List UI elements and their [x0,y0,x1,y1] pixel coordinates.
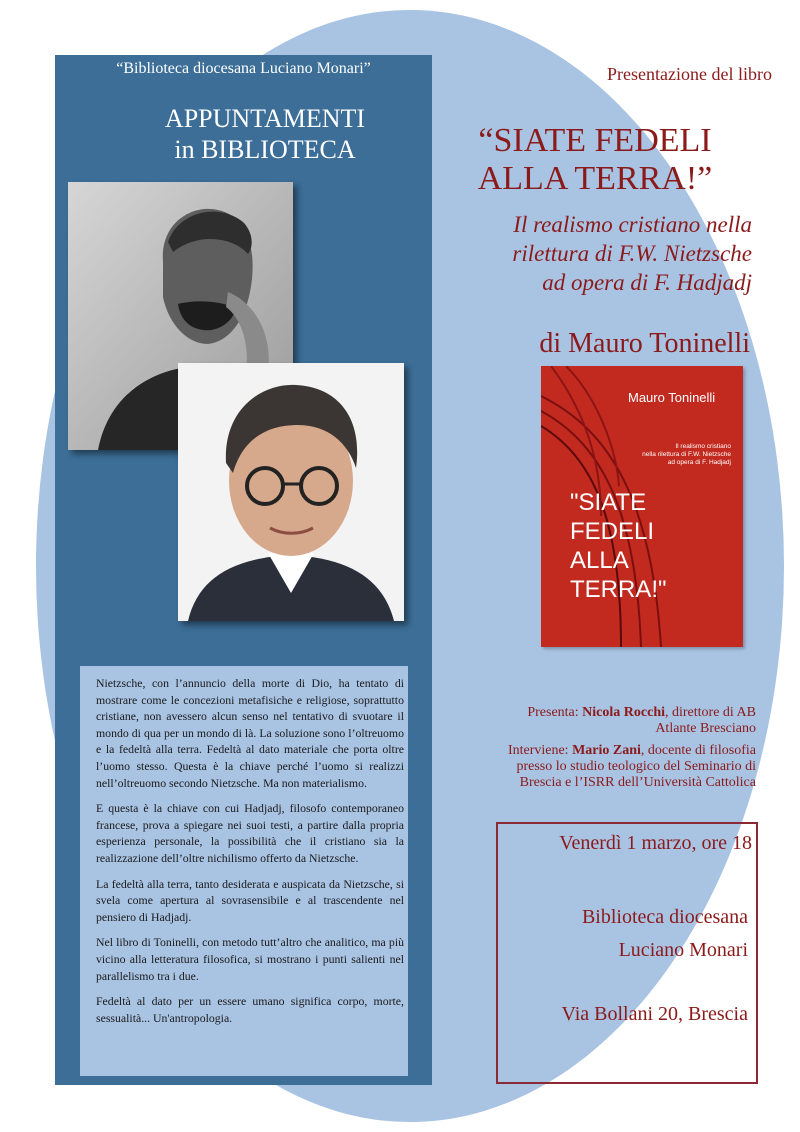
hadjadj-portrait-image [178,363,404,621]
book-subtitle-line-1: Il realismo cristiano nella [513,212,752,237]
interviene-line [426,743,756,759]
book-subtitle-line-3: ad opera di F. Hadjadj [542,270,752,295]
event-venue [502,901,748,967]
book-cover [541,366,743,647]
event-venue-line-1: Biblioteca diocesana [581,906,748,928]
cover-title-line-3: ALLA [570,547,629,574]
event-date: Venerdì 1 marzo, ore 18 [559,832,752,854]
interviene-name: Mario Zani [572,743,641,758]
book-title-line-1: “SIATE FEDELI [478,122,712,159]
appointments-line-1: APPUNTAMENTI [164,104,366,133]
cover-subtitle [611,443,731,467]
hadjadj-photo [178,363,404,621]
book-subtitle-line-2: rilettura di F.W. Nietzsche [512,241,752,266]
cover-title-line-2: FEDELI [570,518,655,545]
cover-author: Mauro Toninelli [628,390,716,405]
description-paragraph-1: Nietzsche, con l’annuncio della morte di Dio, ha tentato di mostrare come le concezioni metafisiche e religiose, soprattutto cristiane, non avessero alcun senso nel tentativo di svuotare il mondo di qua per un mondo di là. La soluzione sono l’oltreuomo e la fedeltà alla terra. Fedeltà al dato materiale che porta oltre l’uomo stesso. Questa è la chiave perché l’uomo si realizzi nell’oltreuomo secondo Nietzsche. Ma non materialismo. [96,676,404,790]
description-paragraph-4: Nel libro di Toninelli, con metodo tutt’altro che analitico, ma più vicino alla letteratura filosofica, si mostrano i punti salienti nel parallelismo tra i due. [96,935,404,983]
appointments-line-2: in BIBLIOTECA [174,135,356,164]
cover-title [570,488,667,604]
interviene-role-3: Brescia e l’ISRR dell’Università Cattolica [519,775,756,790]
interviene-role-2: presso lo studio teologico del Seminario di [516,759,756,774]
book-title-line-2: ALLA TERRA!” [477,160,713,197]
presenta-role-1: , direttore di AB [665,705,756,720]
cover-title-line-1: "SIATE [570,489,647,516]
presenta-role-2: Atlante Bresciano [655,721,756,736]
book-author: di Mauro Toninelli [539,328,750,359]
presenta-name: Nicola Rocchi [582,705,665,720]
book-title [430,122,760,198]
description-paragraph-2: E questa è la chiave con cui Hadjadj, filosofo contemporaneo francese, prova a spiegare nei suoi testi, a partire dalla propria esperienza personale, la possibilità che il cristiano sia la realizzazione dell’oltre nichilismo offerto da Nietzsche. [96,801,404,865]
interviene-label: Interviene: [507,743,569,758]
appointments-heading [100,103,430,165]
presentation-label: Presentazione del libro [607,64,772,84]
cover-subtitle-line-1: Il realismo cristiano [675,443,731,450]
event-address: Via Bollani 20, Brescia [561,1003,748,1025]
description-paragraph-5: Fedeltà al dato per un essere umano significa corpo, morte, sessualità... Un'antropologia. [96,994,404,1025]
presenters-block [426,705,756,791]
description-paragraph-3: La fedeltà alla terra, tanto desiderata e auspicata da Nietzsche, si svela come apertura al sovrasensibile e al trascendente nel pensiero di Hadjadj. [96,876,404,924]
book-subtitle [412,210,752,297]
interviene-role-1: , docente di filosofia [640,743,756,758]
cover-subtitle-line-2: nella rilettura di F.W. Nietzsche [642,451,731,458]
event-venue-line-2: Luciano Monari [618,939,748,961]
library-name: “Biblioteca diocesana Luciano Monari” [116,60,371,77]
presenta-label: Presenta: [527,705,579,720]
description-text [96,675,404,1035]
presenter-line [426,705,756,721]
cover-subtitle-line-3: ad opera di F. Hadjadj [667,459,731,466]
cover-title-line-4: TERRA!" [570,576,667,603]
